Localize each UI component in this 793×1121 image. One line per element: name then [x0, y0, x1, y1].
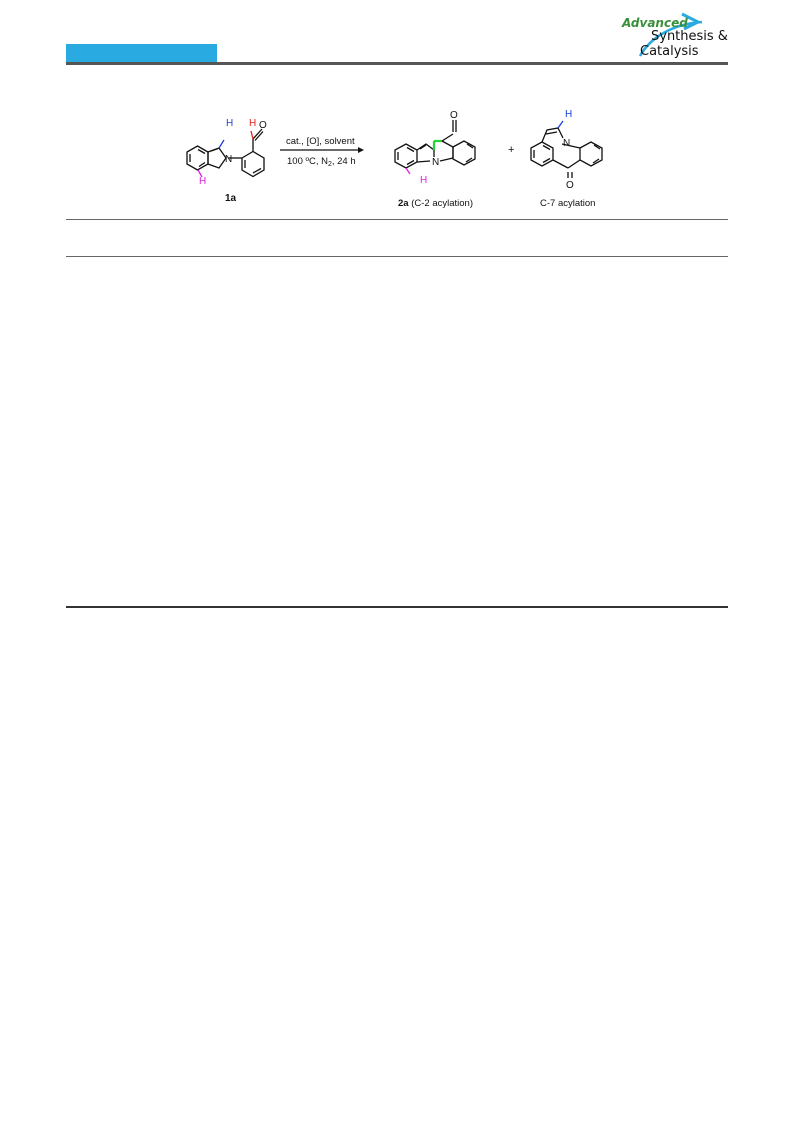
logo-advanced: Advanced [622, 16, 688, 30]
atom-H: H [249, 118, 257, 129]
atom-N: N [432, 157, 440, 168]
conditions-pre: 100 ºC, N [287, 156, 328, 167]
atom-N: N [225, 154, 233, 165]
atom-H: H [226, 118, 234, 129]
arrowhead-icon [358, 147, 364, 153]
table-top-rule [66, 219, 728, 220]
atom-H: H [565, 109, 573, 120]
conditions-subscript: 2 [327, 161, 332, 168]
compound-label-1a: 1a [225, 193, 237, 204]
atom-N: N [563, 138, 571, 149]
table-header-rule [66, 256, 728, 257]
table-bottom-rule [66, 606, 728, 608]
side-product-label: C-7 acylation [540, 198, 596, 209]
side-product-structure [531, 128, 602, 178]
logo-catalysis: Catalysis [640, 44, 699, 59]
atom-H: H [420, 175, 428, 186]
atom-O: O [450, 110, 458, 121]
label-2a-desc: (C-2 acylation) [408, 198, 473, 209]
journal-header-bar [66, 44, 217, 62]
atom-O: O [566, 180, 574, 191]
label-2a-bold: 2a [398, 198, 409, 209]
reagents-text: cat., [O], solvent [286, 136, 355, 147]
plus-sign: + [508, 144, 515, 156]
atom-H: H [199, 176, 207, 187]
compound-label-2a [398, 198, 473, 209]
conditions-text [287, 156, 356, 168]
conditions-post: , 24 h [331, 156, 356, 167]
reaction-scheme [170, 104, 630, 216]
logo-synthesis: Synthesis & [651, 29, 728, 44]
atom-O: O [259, 120, 267, 131]
journal-logo [612, 8, 737, 63]
